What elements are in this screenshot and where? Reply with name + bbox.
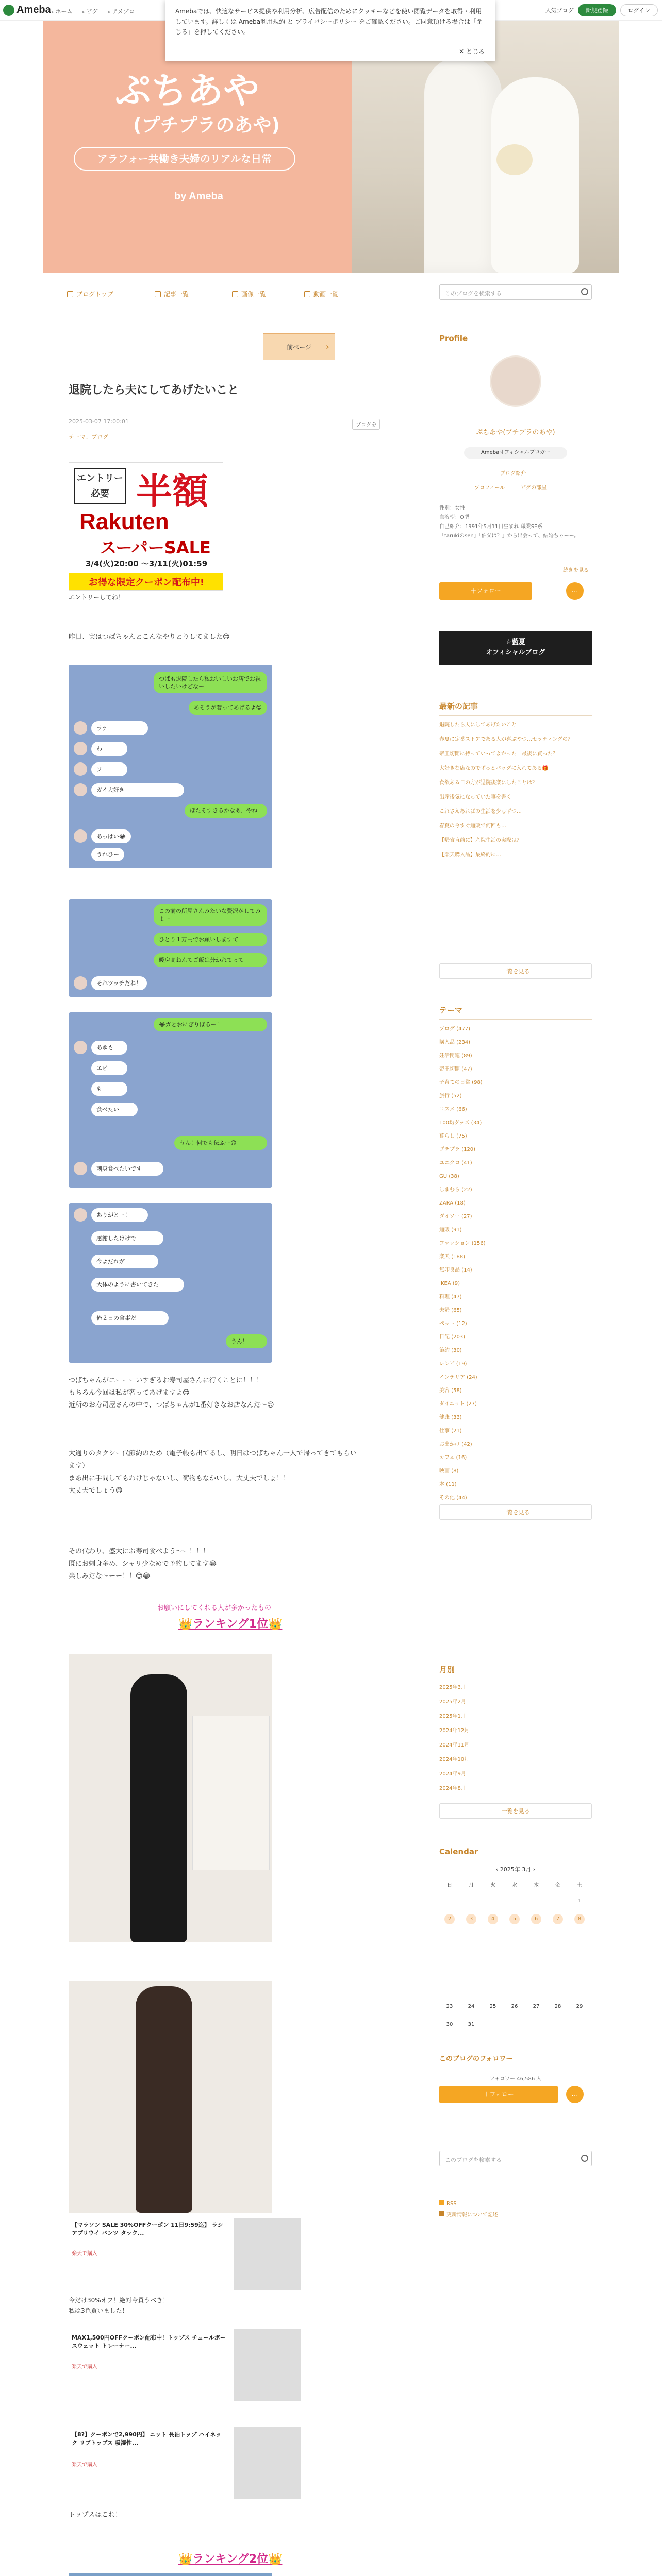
calendar-day[interactable]: 30 xyxy=(446,2022,453,2027)
theme-item[interactable]: IKEA (9) xyxy=(439,1281,460,1286)
ranking-1-heading[interactable]: 👑ランキング1位👑 xyxy=(178,1618,283,1631)
theme-item[interactable]: ユニクロ (41) xyxy=(439,1160,472,1166)
recent-item[interactable]: 帝王切開に持っていってよかった！最後に買った？ xyxy=(439,751,558,757)
rss-icon xyxy=(439,2200,444,2205)
calendar-day[interactable]: 6 xyxy=(531,1914,541,1924)
login-button[interactable]: ログイン xyxy=(620,4,658,16)
theme-item[interactable]: 楽天 (188) xyxy=(439,1254,466,1260)
recent-item[interactable]: これさえあればの生活を少しずつ… xyxy=(439,809,522,815)
theme-item[interactable]: 健康 (33) xyxy=(439,1415,462,1420)
calendar-day[interactable]: 3 xyxy=(466,1914,476,1924)
month-list xyxy=(439,1684,592,1799)
month-item[interactable]: 2024年11月 xyxy=(439,1742,470,1748)
theme-item[interactable]: プチプラ (120) xyxy=(439,1147,476,1153)
recent-item[interactable]: 【帰省直前に】産院生活の実際は？ xyxy=(439,838,522,843)
nav-entry-list[interactable]: 記事一覧 xyxy=(155,290,189,298)
chat-bubble: この前の所屋さんみたいな贅沢がしてみよー xyxy=(154,904,267,926)
blog-tagline: アラフォー共働き夫婦のリアルな日常 xyxy=(74,147,295,171)
mid-text: 今だけ30%オフ！絶対今買うべき！ 私は3色買いました！ xyxy=(69,2297,169,2314)
theme-item[interactable]: 美容 (58) xyxy=(439,1388,462,1394)
recent-list xyxy=(439,721,592,866)
avatar xyxy=(74,1162,87,1175)
theme-item[interactable]: その他 (44) xyxy=(439,1495,467,1501)
rakuten-logo: Rakuten xyxy=(79,509,169,534)
calendar-day[interactable]: 24 xyxy=(468,2004,475,2009)
chat-bubble: ソ xyxy=(91,762,127,776)
search-icon[interactable] xyxy=(581,288,588,295)
calendar-day[interactable]: 29 xyxy=(576,2004,583,2009)
chat-bubble: わ xyxy=(91,742,127,756)
calendar-day[interactable]: 31 xyxy=(468,2022,475,2027)
chat-bubble: 俺２日の食事だ xyxy=(91,1311,169,1325)
profile-link-intro[interactable]: ブログ紹介 xyxy=(500,471,526,477)
ranking-2-photo[interactable] xyxy=(69,2573,272,2576)
avatar xyxy=(74,976,87,990)
product-thumbnail[interactable] xyxy=(234,2427,301,2499)
theme-heading: テーマ xyxy=(439,1006,463,1015)
theme-item[interactable]: ダイエット (27) xyxy=(439,1401,477,1407)
calendar-weekday: 水 xyxy=(512,1883,517,1888)
theme-item[interactable]: ファッション (156) xyxy=(439,1241,486,1246)
sale-date: 3/4(火)20:00 〜3/11(火)01:59 xyxy=(85,559,208,568)
recent-item[interactable]: 退院したら夫にしてあげたいこと xyxy=(439,722,517,728)
calendar-weekday: 金 xyxy=(555,1883,560,1888)
theme-item[interactable]: 映画 (8) xyxy=(439,1468,459,1474)
theme-more-button[interactable]: 一覧を見る xyxy=(439,1504,592,1520)
theme-item[interactable]: 日記 (203) xyxy=(439,1334,466,1340)
calendar-day[interactable]: 28 xyxy=(554,2004,561,2009)
theme-item[interactable]: 通販 (91) xyxy=(439,1227,462,1233)
article-paragraph-2: 大通りのタクシー代節約のため（電子帳も出てるし、明日はつばちゃん一人で帰ってきてもらいます） まあ出に手間してもわけじゃないし、荷物もなかいし、大丈夫でしょ！！ 大丈夫でしょう😊 xyxy=(69,1450,357,1495)
line-chat-screenshot-4[interactable] xyxy=(69,1203,272,1363)
coupon-label: お得な限定クーポン配布中! xyxy=(69,573,223,591)
theme-item[interactable]: インテリア (24) xyxy=(439,1375,477,1380)
article-paragraph-3: その代わり、盛大にお寿司食べよう〜ー！！！ 既にお刺身多め、シャリ少なめで予約してます😂 楽しみだな〜ーー！！😊😂 xyxy=(69,1548,217,1580)
share-button[interactable]: ブログを xyxy=(352,419,380,430)
profile-more-link[interactable]: 続きを見る xyxy=(563,568,589,573)
ranking-1-photo[interactable] xyxy=(69,1654,272,1942)
divider xyxy=(439,715,592,716)
chat-bubble: 😂ガとおにぎりぼるー！ xyxy=(154,1018,267,1031)
chat-bubble: 感謝したけけで xyxy=(91,1231,163,1245)
nav-blog-top[interactable]: ブログトップ xyxy=(67,290,113,298)
profile-heading: Profile xyxy=(439,334,468,343)
chat-bubble: それツッチだね！ xyxy=(91,976,147,990)
product-name[interactable]: 【8?】クーポンで2,990円】 ニット 長袖トップ ハイネック リブトップス 吸湿性... xyxy=(72,2431,222,2446)
chat-bubble: ガイ大好き xyxy=(91,783,184,797)
product-shop[interactable]: 楽天で購入 xyxy=(72,2462,97,2468)
product-thumbnail[interactable] xyxy=(234,2329,301,2401)
article-paragraph-1: つばちゃんがニーーーいすぎるお寿司屋さんに行くことに！！！ もちろん今回は私が奢ってあげますよ😊 近所のお寿司屋さんの中で、つばちゃんが1番好きなお店なんだ〜😊 xyxy=(69,1377,274,1409)
rakuten-sale-banner[interactable] xyxy=(69,462,223,591)
chat-bubble: ひとり１万円でお願いしますて xyxy=(154,933,267,946)
cookie-notice xyxy=(165,0,495,61)
calendar-day[interactable]: 26 xyxy=(511,2004,518,2009)
tops-text: トップスはこれ！ xyxy=(69,2511,122,2519)
register-button[interactable]: 新規登録 xyxy=(578,4,616,16)
more-options-icon[interactable]: … xyxy=(566,582,584,600)
ameba-logo-icon xyxy=(3,5,14,16)
chat-bubble: エビ xyxy=(91,1061,127,1075)
profile-avatar[interactable] xyxy=(490,355,541,407)
blog-search-input[interactable]: このブログを検索する xyxy=(439,284,592,300)
cookie-text: Amebaでは、快適なサービス提供や利用分析、広告配信のためにクッキーなどを使い閲覧データを取得・利用しています。詳しくは Ameba利用規約 と プライバシーポリシー をご確認ください。ご同意頂ける場合は「閉じる」を押してください。 xyxy=(175,8,483,36)
theme-item[interactable]: 帝王切開 (47) xyxy=(439,1066,472,1072)
month-item[interactable]: 2025年2月 xyxy=(439,1699,466,1705)
chat-bubble: 今よだれが xyxy=(91,1255,158,1268)
recent-item[interactable]: 大好きな店なのでずっとバッグに入れてある🎁 xyxy=(439,766,549,771)
calendar-day[interactable]: 7 xyxy=(553,1914,563,1924)
product-card-2[interactable] xyxy=(69,2329,306,2401)
theme-item[interactable]: 子育ての日常 (98) xyxy=(439,1080,483,1086)
recent-item[interactable]: 食欲ある日の方が退院後楽にしたことは？ xyxy=(439,780,537,786)
nav-video-list[interactable]: 動画一覧 xyxy=(304,290,338,298)
month-item[interactable]: 2024年8月 xyxy=(439,1786,466,1791)
calendar-day[interactable]: 8 xyxy=(574,1914,585,1924)
theme-item[interactable]: ZARA (18) xyxy=(439,1200,466,1206)
theme-item[interactable]: 料理 (47) xyxy=(439,1294,462,1300)
product-card-1[interactable] xyxy=(69,2218,306,2290)
chat-bubble: うん！ xyxy=(226,1334,267,1348)
recent-item[interactable]: 春夏に定番ストアである人が喜ぶやつ…セッティングの？ xyxy=(439,737,573,742)
theme-item[interactable]: カフェ (16) xyxy=(439,1455,467,1461)
divider xyxy=(439,1019,592,1020)
image-icon xyxy=(232,291,238,297)
avatar xyxy=(74,742,87,755)
calendar-day[interactable]: 1 xyxy=(577,1898,582,1904)
half-price-label: 半額 xyxy=(136,470,208,513)
top-right-actions xyxy=(545,4,658,16)
theme-item[interactable]: 購入品 (234) xyxy=(439,1040,471,1045)
theme-item[interactable]: お出かけ (42) xyxy=(439,1442,472,1447)
bride-figure xyxy=(491,77,579,273)
theme-item[interactable]: 夫婦 (65) xyxy=(439,1308,462,1313)
article-title[interactable]: 退院したら夫にしてあげたいこと xyxy=(69,384,239,397)
popular-blog-link[interactable]: 人気ブログ xyxy=(545,7,574,14)
ranking-2-heading[interactable]: 👑ランキング2位👑 xyxy=(178,2553,283,2566)
month-item[interactable]: 2025年3月 xyxy=(439,1685,466,1690)
recent-item[interactable]: 【楽天購入品】最終的に… xyxy=(439,852,501,858)
chat-bubble: ありがとー！ xyxy=(91,1208,148,1222)
avatar xyxy=(74,762,87,776)
article-date: 2025-03-07 17:00:01 xyxy=(69,418,129,425)
blog-title: ぷちあや xyxy=(115,70,259,112)
cookie-close-button[interactable]: ✕ とじる xyxy=(459,48,485,55)
chat-bubble: ラテ xyxy=(91,721,148,735)
search-icon[interactable] xyxy=(581,2155,588,2162)
calendar-grid xyxy=(439,1875,592,2030)
calendar-weekday: 土 xyxy=(577,1883,582,1888)
month-more-button[interactable]: 一覧を見る xyxy=(439,1803,592,1819)
chat-bubble: あゆも xyxy=(91,1041,127,1055)
model-figure xyxy=(136,1986,192,2213)
theme-item[interactable]: 仕事 (21) xyxy=(439,1428,462,1434)
article-theme[interactable]: テーマ：ブログ xyxy=(69,434,108,440)
profile-link-room[interactable]: ピグの部屋 xyxy=(521,485,547,491)
chat-bubble: 刺身食べたいです xyxy=(91,1162,163,1176)
theme-item[interactable]: 旅行 (52) xyxy=(439,1093,462,1099)
update-info-link[interactable]: 更新情報について記述 xyxy=(439,2211,498,2219)
by-ameba: by Ameba xyxy=(174,191,223,202)
chat-bubble: あっぱい😂 xyxy=(91,829,131,843)
recent-item[interactable]: 出産後気になっていた事を書く xyxy=(439,794,511,800)
month-item[interactable]: 2025年1月 xyxy=(439,1714,466,1719)
line-chat-screenshot-3[interactable] xyxy=(69,1012,272,1188)
calendar-heading: Calendar xyxy=(439,1847,478,1856)
profile-link-profile[interactable]: プロフィール xyxy=(474,485,505,491)
sidebar-search-input[interactable]: このブログを検索する xyxy=(439,2151,592,2166)
month-item[interactable]: 2024年12月 xyxy=(439,1728,470,1734)
recent-heading: 最新の記事 xyxy=(439,702,478,711)
theme-list xyxy=(439,1025,592,1507)
chat-bubble: うん！何でも伝ふー😊 xyxy=(174,1136,267,1150)
model-photo-2[interactable] xyxy=(69,1981,272,2213)
nav-pigg[interactable]: ▸ ピグ xyxy=(82,7,97,15)
super-sale-label: スーパーSALE xyxy=(100,538,211,557)
product-name[interactable]: MAX1,500円OFFクーポン配布中！トップス チュールボー スウェット トレーナー... xyxy=(72,2334,226,2349)
chat-bubble: 暖房高ねんてご飯は分かれてって xyxy=(154,953,267,967)
theme-item[interactable]: 節約 (30) xyxy=(439,1348,462,1353)
avatar xyxy=(74,783,87,796)
recent-more-button[interactable]: 一覧を見る xyxy=(439,963,592,979)
avatar xyxy=(74,1208,87,1222)
more-options-icon[interactable]: … xyxy=(566,2086,584,2103)
cabinet xyxy=(192,1716,270,1870)
follow-button-2[interactable]: ＋フォロー xyxy=(439,2086,558,2103)
chat-bubble: うれぴー xyxy=(91,848,124,861)
chat-bubble: あそうが奢ってあげるよ😊 xyxy=(189,701,267,715)
theme-item[interactable]: しまむら (22) xyxy=(439,1187,472,1193)
model-figure xyxy=(130,1674,187,1942)
chat-bubble: ほたそすきるかなあ、やね xyxy=(185,804,267,818)
theme-item[interactable]: 本 (11) xyxy=(439,1482,457,1487)
theme-item[interactable]: レシピ (19) xyxy=(439,1361,467,1367)
product-shop[interactable]: 楽天で購入 xyxy=(72,2364,97,2370)
prev-month-icon[interactable]: ‹ xyxy=(495,1866,500,1873)
video-icon xyxy=(304,291,310,297)
calendar-day[interactable]: 23 xyxy=(446,2004,453,2009)
product-card-3[interactable] xyxy=(69,2427,306,2499)
avatar xyxy=(74,829,87,843)
official-blog-banner[interactable]: ☆藍夏 オフィシャルブログ xyxy=(439,631,592,665)
calendar-day[interactable]: 2 xyxy=(444,1914,455,1924)
bouquet xyxy=(496,144,533,175)
ranking-note: お願いにしてくれる人が多かったもの xyxy=(157,1604,272,1612)
info-icon xyxy=(439,2211,444,2216)
product-shop[interactable]: 楽天で購入 xyxy=(72,2251,97,2257)
calendar-weekday: 月 xyxy=(469,1883,474,1888)
product-thumbnail[interactable] xyxy=(234,2218,301,2290)
avatar xyxy=(74,721,87,735)
profile-name[interactable]: ぷちあや(プチプラのあや) xyxy=(476,429,555,436)
nav-home[interactable]: ▸ ホーム xyxy=(52,7,72,15)
theme-item[interactable]: GU (38) xyxy=(439,1174,459,1179)
next-month-icon[interactable]: › xyxy=(531,1866,536,1873)
nav-image-list[interactable]: 画像一覧 xyxy=(232,290,266,298)
avatar xyxy=(74,1041,87,1054)
article-intro: 昨日、実はつばちゃんとこんなやりとりしてました😊 xyxy=(69,633,230,641)
calendar-day[interactable]: 5 xyxy=(509,1914,520,1924)
followers-heading: このブログのフォロワー xyxy=(439,2055,513,2063)
sky xyxy=(69,2573,272,2576)
calendar-weekday: 木 xyxy=(534,1883,539,1888)
prev-page-button[interactable]: 前ページ › xyxy=(263,333,335,360)
nav-ameblo[interactable]: ▸ アメブロ xyxy=(108,7,135,15)
theme-item[interactable]: ダイソー (27) xyxy=(439,1214,472,1219)
theme-item[interactable]: ブログ (477) xyxy=(439,1026,471,1032)
line-chat-screenshot-1[interactable] xyxy=(69,665,272,868)
month-item[interactable]: 2024年9月 xyxy=(439,1771,466,1777)
theme-item[interactable]: ペット (12) xyxy=(439,1321,467,1327)
official-badge: Amebaオフィシャルブロガー xyxy=(464,447,567,459)
calendar-day[interactable]: 25 xyxy=(489,2004,496,2009)
calendar-title: ‹ 2025年 3月 › xyxy=(495,1866,536,1873)
theme-item[interactable]: 無印良品 (14) xyxy=(439,1267,472,1273)
follower-count: フォロワー 46,586 人 xyxy=(489,2076,542,2082)
ameba-logo[interactable]: Ameba xyxy=(3,4,51,16)
blog-subtitle: (プチプラのあや) xyxy=(133,115,280,136)
calendar-day[interactable]: 4 xyxy=(488,1914,498,1924)
rss-link[interactable]: RSS xyxy=(439,2200,457,2208)
sale-caption: エントリーしてね！ xyxy=(69,594,125,601)
product-name[interactable]: 【マラソン SALE 30%OFFクーポン 11日9:59迄】 ラシアプリウイ パンツ タック... xyxy=(72,2222,223,2236)
theme-item[interactable]: 100均グッズ (34) xyxy=(439,1120,482,1126)
groom-figure xyxy=(424,57,502,273)
line-chat-screenshot-2[interactable] xyxy=(69,899,272,997)
home-icon xyxy=(67,291,73,297)
follow-button[interactable]: ＋フォロー xyxy=(439,582,532,600)
month-heading: 月別 xyxy=(439,1665,455,1674)
profile-description: 性別：女性 血液型：O型 自己紹介：1991年5月11日生まれ 職業SE系 「tarukiのsen」「伯父は？」から出会って、結婚ちゃーー。 xyxy=(439,505,580,539)
month-item[interactable]: 2024年10月 xyxy=(439,1757,470,1762)
calendar-weekday: 日 xyxy=(447,1883,452,1888)
theme-item[interactable]: コスメ (66) xyxy=(439,1107,467,1112)
theme-item[interactable]: 暮らし (75) xyxy=(439,1133,467,1139)
calendar-weekday: 火 xyxy=(490,1883,495,1888)
entry-required-label: エントリー必要 xyxy=(74,468,126,504)
chat-bubble: も xyxy=(91,1082,127,1096)
list-icon xyxy=(155,291,161,297)
calendar-day[interactable]: 27 xyxy=(533,2004,540,2009)
chat-bubble: つばも退院したら私おいしいお店でお祝いしたいけどなー xyxy=(154,672,267,693)
chat-bubble: 大体のように書いてきた xyxy=(91,1278,184,1292)
recent-item[interactable]: 春夏の今すぐ通販で何回も… xyxy=(439,823,506,829)
theme-item[interactable]: 妊活関連 (89) xyxy=(439,1053,472,1059)
chat-bubble: 食べたい xyxy=(91,1103,138,1116)
